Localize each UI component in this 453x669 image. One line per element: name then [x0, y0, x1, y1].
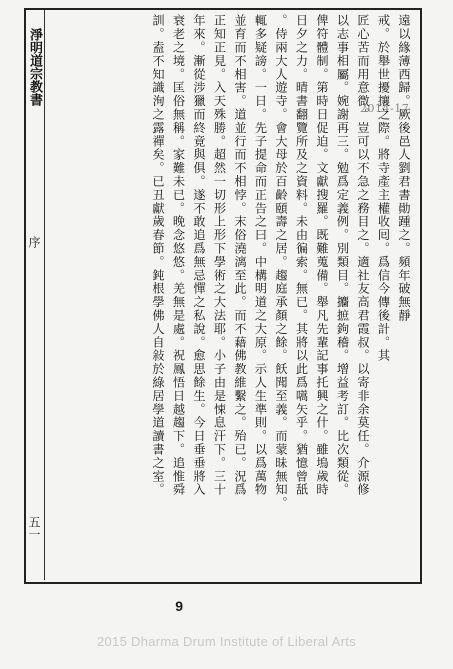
page-marker: 五一: [27, 516, 41, 540]
watermark: 2015 Dharma Drum Institute of Liberal Arts: [97, 634, 356, 649]
text-column: 戒。於舉世擾攘之際。將寺產主權收囘。爲信今傳後計。其: [376, 14, 391, 363]
text-column: 。侍兩大人遊寺。會大母於百齡頤壽之居。趨庭承顏之餘。飫聞至義。而蒙昧無知。: [274, 14, 288, 510]
page-number: 9: [175, 598, 183, 614]
stamp-mark: 2014-17: [360, 102, 410, 115]
text-column: 並育而不相害。道並行而不相悖。末俗澆漓至此。而不藉佛教維繫之。殆已。況爲: [233, 14, 247, 497]
text-column: 日夕之力。晴書翻覽所及之資料。未由徧索。無已。其將以此爲嚆矢乎。猶憶曾舐: [294, 14, 309, 497]
text-column: 衰老之境。匡俗無稱。家難未已。晚念悠悠。羌無是處。祝鳳悟日越趨下。追惟舜: [171, 14, 186, 497]
text-column: 輒多疑謗。一日。先子提命而正告之曰。中構明道之大原。示人生準則。以爲萬物: [253, 14, 268, 497]
running-title: 淨明道宗教書: [27, 28, 42, 106]
text-column: 年來。漸從涉獵而終竟與俱。遂不敢追爲無忌憚之私說。愈思餘生。今日垂垂將入: [192, 14, 206, 497]
text-column: 遠以緣薄西歸。厥後邑人劉君書勛踵之。頻年破無靜: [397, 14, 411, 323]
text-column: 匠心苦而用意微。豈可以不急之務目之。適社友高君霞叔。以寄非余莫任。介源修: [356, 14, 370, 497]
text-column: 俾符體制。第時日促迫。文獻搜羅。既難蒐備。舉凡先輩記事托興之什。雖塢歲時: [315, 14, 329, 497]
text-column: 正知正見。入天殊勝。超然一切形上形下學術之大法耶。小子由是悚息汗下。三十: [212, 14, 227, 497]
text-column: 以志事相屬。婉謝再三。勉爲定義例。別類目。攟摭鉤稽。增益考訂。比次類從。: [335, 14, 350, 497]
preface-body-text: [50, 14, 414, 576]
text-column: 訓。盍不知識洵之露禪矣。已丑獻歲春節。鈍根學佛人自敍於綠居學道讀書之室。: [151, 14, 165, 497]
section-label: 序: [27, 236, 41, 248]
